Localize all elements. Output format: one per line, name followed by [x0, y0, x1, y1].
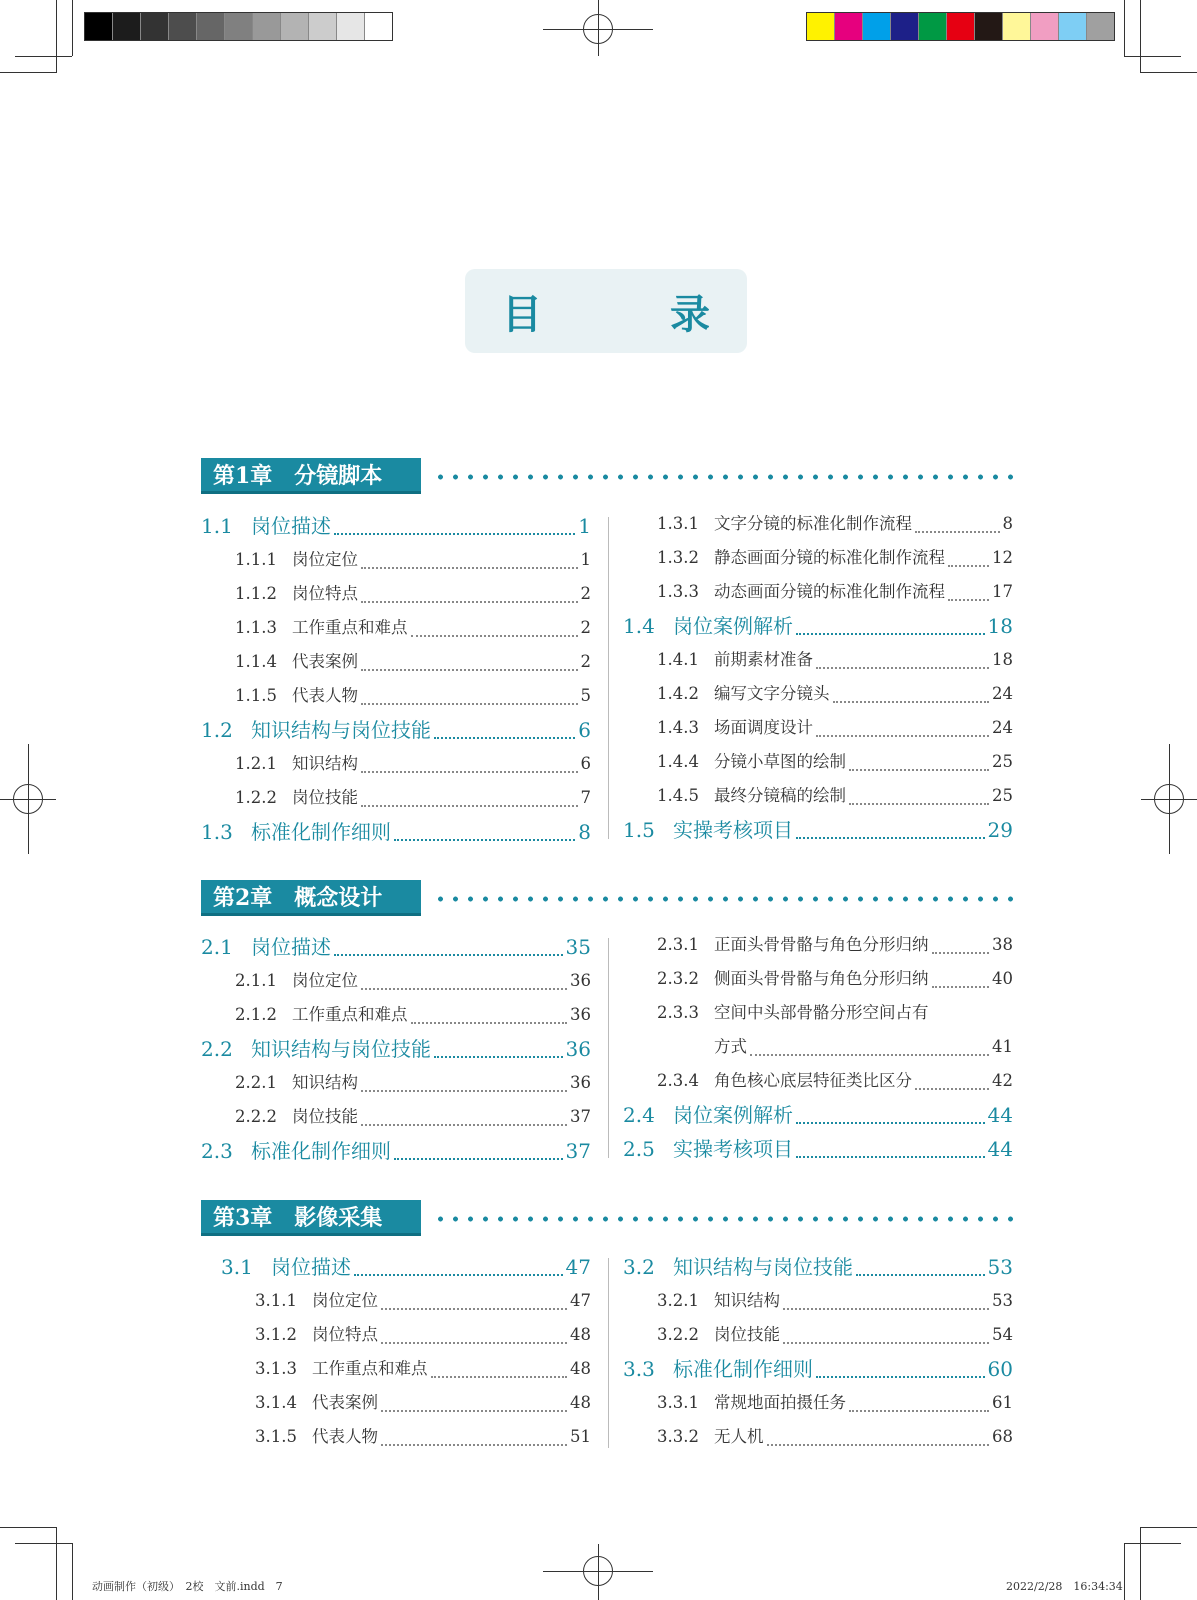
- toc-section-entry[interactable]: [623, 1098, 1013, 1132]
- entry-title: 方式: [714, 1037, 747, 1056]
- color-swatch: [141, 13, 169, 40]
- toc-subsection-entry[interactable]: [201, 781, 591, 815]
- dot-leader: [767, 1443, 990, 1446]
- entry-title: 岗位描述: [251, 514, 331, 538]
- entry-number: 2.1: [201, 935, 233, 959]
- entry-page-number: 41: [992, 1037, 1013, 1056]
- dot-leader: [361, 566, 578, 569]
- toc-section-entry[interactable]: [201, 930, 591, 964]
- entry-title: 代表人物: [292, 686, 358, 705]
- entry-page-number: 40: [992, 969, 1013, 988]
- entry-number: 1.1.3: [235, 618, 277, 637]
- entry-number: 3.2: [623, 1255, 655, 1279]
- toc-section-entry[interactable]: [623, 1352, 1013, 1386]
- entry-page-number: 24: [992, 718, 1013, 737]
- dot-leader: [932, 985, 990, 988]
- entry-page-number: 1: [578, 514, 591, 538]
- dot-leader: [381, 1307, 567, 1310]
- entry-page-number: 36: [570, 971, 591, 990]
- entry-number: 1.1: [201, 514, 233, 538]
- crop-mark: [15, 56, 72, 57]
- toc-subsection-entry[interactable]: [201, 1100, 591, 1134]
- toc-subsection-entry[interactable]: [201, 998, 591, 1032]
- entry-title: 无人机: [714, 1427, 764, 1446]
- chapter-dot-leader: [433, 1216, 1013, 1222]
- entry-number: 1.4.2: [657, 684, 699, 703]
- toc-section-entry[interactable]: [201, 815, 591, 849]
- chapter-3-right-column: [623, 1250, 1013, 1454]
- entry-number: 2.1.2: [235, 1005, 277, 1024]
- entry-title: 岗位案例解析: [673, 614, 793, 638]
- toc-subsection-entry[interactable]: [623, 996, 1013, 1030]
- entry-title: 岗位特点: [292, 584, 358, 603]
- dot-leader: [816, 734, 989, 737]
- entry-number: 1.2.1: [235, 754, 277, 773]
- entry-page-number: 18: [992, 650, 1013, 669]
- entry-number: 1.1.4: [235, 652, 277, 671]
- entry-number: 2.3.1: [657, 935, 699, 954]
- dot-leader: [361, 987, 567, 990]
- entry-title: 知识结构与岗位技能: [673, 1255, 853, 1279]
- entry-page-number: 5: [580, 686, 591, 705]
- color-swatch: [253, 13, 281, 40]
- entry-page-number: 42: [992, 1071, 1013, 1090]
- entry-number: 2.4: [623, 1103, 655, 1127]
- crop-mark: [1140, 0, 1141, 73]
- dot-leader: [361, 1089, 567, 1092]
- entry-page-number: 8: [578, 820, 591, 844]
- column-divider: [608, 938, 609, 1158]
- toc-subsection-entry[interactable]: [201, 611, 591, 645]
- dot-leader: [796, 632, 985, 635]
- entry-page-number: 36: [570, 1073, 591, 1092]
- toc-title-badge: [465, 269, 754, 353]
- entry-page-number: 35: [565, 935, 591, 959]
- dot-leader: [783, 1307, 989, 1310]
- entry-number: 1.4: [623, 614, 655, 638]
- crop-mark: [72, 1543, 73, 1600]
- toc-subsection-entry[interactable]: [623, 1420, 1013, 1454]
- entry-page-number: 29: [987, 818, 1013, 842]
- entry-page-number: 2: [580, 652, 591, 671]
- color-swatch: [169, 13, 197, 40]
- entry-title: 最终分镜稿的绘制: [714, 786, 846, 805]
- entry-number: 2.3: [201, 1139, 233, 1163]
- color-swatch: [975, 13, 1003, 40]
- entry-number: 2.5: [623, 1137, 655, 1161]
- entry-title: 工作重点和难点: [292, 1005, 408, 1024]
- entry-title: 编写文字分镜头: [714, 684, 830, 703]
- entry-page-number: 37: [570, 1107, 591, 1126]
- entry-number: 1.5: [623, 818, 655, 842]
- chapter-3-left-column: [221, 1250, 591, 1454]
- dot-leader: [932, 951, 990, 954]
- entry-number: 1.4.5: [657, 786, 699, 805]
- entry-title: 动态画面分镜的标准化制作流程: [714, 582, 945, 601]
- dot-leader: [354, 1273, 563, 1276]
- toc-subsection-entry[interactable]: [201, 679, 591, 713]
- color-swatch: [863, 13, 891, 40]
- entry-title: 静态画面分镜的标准化制作流程: [714, 548, 945, 567]
- entry-title: 岗位定位: [312, 1291, 378, 1310]
- dot-leader: [361, 770, 578, 773]
- dot-leader: [849, 1409, 989, 1412]
- entry-title: 知识结构: [292, 1073, 358, 1092]
- color-swatch: [85, 13, 113, 40]
- entry-title: 代表人物: [312, 1427, 378, 1446]
- color-swatch: [365, 13, 392, 40]
- entry-page-number: 25: [992, 752, 1013, 771]
- entry-number: 1.3.1: [657, 514, 699, 533]
- toc-subsection-entry[interactable]: [221, 1284, 591, 1318]
- color-swatch: [1087, 13, 1114, 40]
- color-swatch: [113, 13, 141, 40]
- dot-leader: [411, 634, 578, 637]
- chapter-1-banner: [201, 458, 1013, 494]
- dot-leader: [796, 1155, 985, 1158]
- dot-leader: [796, 1121, 985, 1124]
- entry-title: 标准化制作细则: [251, 1139, 391, 1163]
- entry-page-number: 53: [992, 1291, 1013, 1310]
- entry-page-number: 51: [570, 1427, 591, 1446]
- column-divider: [608, 517, 609, 839]
- toc-subsection-entry[interactable]: [221, 1420, 591, 1454]
- entry-number: 2.1.1: [235, 971, 277, 990]
- toc-subsection-entry[interactable]: [201, 577, 591, 611]
- entry-number: 3.1.1: [255, 1291, 297, 1310]
- entry-number: 3.1.5: [255, 1427, 297, 1446]
- entry-number: 3.1.3: [255, 1359, 297, 1378]
- chapter-2-left-column: [201, 930, 591, 1168]
- entry-title: 代表案例: [292, 652, 358, 671]
- entry-number: 3.3.1: [657, 1393, 699, 1412]
- entry-title: 知识结构: [714, 1291, 780, 1310]
- entry-page-number: 24: [992, 684, 1013, 703]
- print-slug-right: 2022/2/28 16:34:34: [1006, 1580, 1123, 1593]
- entry-page-number: 47: [565, 1255, 591, 1279]
- chapter-title: 第3章 影像采集: [201, 1200, 421, 1236]
- entry-number: 3.1.4: [255, 1393, 297, 1412]
- toc-subsection-entry[interactable]: [623, 575, 1013, 609]
- entry-title: 知识结构与岗位技能: [251, 1037, 431, 1061]
- entry-page-number: 54: [992, 1325, 1013, 1344]
- color-swatch: [337, 13, 365, 40]
- entry-number: 1.1.5: [235, 686, 277, 705]
- entry-title: 常规地面拍摄任务: [714, 1393, 846, 1412]
- chapter-dot-leader: [433, 474, 1013, 480]
- grayscale-calibration-bar: [84, 12, 393, 41]
- crop-mark: [0, 1527, 56, 1528]
- toc-subsection-entry[interactable]: [201, 645, 591, 679]
- toc-subsection-entry[interactable]: [623, 1284, 1013, 1318]
- entry-title: 实操考核项目: [673, 1137, 793, 1161]
- toc-subsection-entry[interactable]: [623, 928, 1013, 962]
- entry-page-number: 25: [992, 786, 1013, 805]
- entry-title: 前期素材准备: [714, 650, 813, 669]
- dot-leader: [783, 1341, 989, 1344]
- entry-title: 空间中头部骨骼分形空间占有: [714, 1003, 929, 1022]
- entry-title: 标准化制作细则: [673, 1357, 813, 1381]
- chapter-1-left-column: [201, 509, 591, 849]
- crop-mark: [1140, 1527, 1141, 1600]
- entry-title: 文字分镜的标准化制作流程: [714, 514, 912, 533]
- entry-page-number: 2: [580, 584, 591, 603]
- entry-number: 1.2.2: [235, 788, 277, 807]
- toc-subsection-entry[interactable]: [623, 962, 1013, 996]
- entry-number: 2.2: [201, 1037, 233, 1061]
- dot-leader: [915, 530, 1000, 533]
- color-swatch: [891, 13, 919, 40]
- entry-page-number: 36: [565, 1037, 591, 1061]
- dot-leader: [361, 600, 578, 603]
- entry-page-number: 48: [570, 1325, 591, 1344]
- crop-mark: [72, 0, 73, 56]
- color-swatch: [1059, 13, 1087, 40]
- entry-page-number: 47: [570, 1291, 591, 1310]
- crop-mark: [1124, 0, 1125, 56]
- dot-leader: [849, 802, 989, 805]
- toc-subsection-entry[interactable]: [623, 1318, 1013, 1352]
- dot-leader: [394, 1157, 563, 1160]
- toc-subsection-entry[interactable]: [623, 507, 1013, 541]
- entry-number: 3.3: [623, 1357, 655, 1381]
- color-swatch: [197, 13, 225, 40]
- dot-leader: [948, 598, 989, 601]
- toc-section-entry[interactable]: [623, 813, 1013, 847]
- entry-number: 3.3.2: [657, 1427, 699, 1446]
- entry-number: 3.2.1: [657, 1291, 699, 1310]
- entry-number: 1.4.1: [657, 650, 699, 669]
- entry-page-number: 6: [580, 754, 591, 773]
- crop-mark: [56, 1527, 57, 1600]
- crop-mark: [1124, 56, 1181, 57]
- entry-number: 3.2.2: [657, 1325, 699, 1344]
- dot-leader: [334, 532, 575, 535]
- toc-subsection-entry[interactable]: [201, 543, 591, 577]
- entry-title: 岗位特点: [312, 1325, 378, 1344]
- color-swatch: [225, 13, 253, 40]
- toc-section-entry[interactable]: [623, 609, 1013, 643]
- dot-leader: [434, 1055, 563, 1058]
- dot-leader: [411, 1021, 568, 1024]
- crop-mark: [1140, 72, 1197, 73]
- entry-page-number: 44: [987, 1137, 1013, 1161]
- entry-title: 正面头骨骨骼与角色分形归纳: [714, 935, 929, 954]
- entry-page-number: 36: [570, 1005, 591, 1024]
- entry-title: 代表案例: [312, 1393, 378, 1412]
- entry-number: 1.2: [201, 718, 233, 742]
- toc-subsection-entry[interactable]: [623, 711, 1013, 745]
- entry-title: 标准化制作细则: [251, 820, 391, 844]
- toc-subsection-entry[interactable]: [623, 745, 1013, 779]
- crop-mark: [0, 72, 56, 73]
- toc-subsection-entry[interactable]: [201, 1066, 591, 1100]
- entry-number: 2.2.2: [235, 1107, 277, 1126]
- entry-page-number: 17: [992, 582, 1013, 601]
- entry-title: 角色核心底层特征类比区分: [714, 1071, 912, 1090]
- entry-page-number: 8: [1002, 514, 1013, 533]
- chapter-dot-leader: [433, 896, 1013, 902]
- color-swatch: [281, 13, 309, 40]
- entry-number: 2.2.1: [235, 1073, 277, 1092]
- entry-number: 2.3.4: [657, 1071, 699, 1090]
- dot-leader: [381, 1341, 567, 1344]
- entry-page-number: 48: [570, 1359, 591, 1378]
- entry-page-number: 1: [580, 550, 591, 569]
- entry-page-number: 53: [987, 1255, 1013, 1279]
- toc-subsection-entry[interactable]: [623, 779, 1013, 813]
- toc-subsection-entry[interactable]: [623, 643, 1013, 677]
- entry-number: 1.3.2: [657, 548, 699, 567]
- dot-leader: [361, 668, 578, 671]
- entry-title: 岗位技能: [292, 1107, 358, 1126]
- print-slug-left: 动画制作（初级） 2校 文前.indd 7: [92, 1580, 283, 1593]
- toc-subsection-entry[interactable]: [623, 1386, 1013, 1420]
- entry-number: 1.4.3: [657, 718, 699, 737]
- chapter-title: 第2章 概念设计: [201, 880, 421, 916]
- dot-leader: [394, 838, 575, 841]
- entry-page-number: 2: [580, 618, 591, 637]
- entry-number: 3.1.2: [255, 1325, 297, 1344]
- entry-title: 知识结构: [292, 754, 358, 773]
- entry-title: 知识结构与岗位技能: [251, 718, 431, 742]
- color-swatch: [807, 13, 835, 40]
- dot-leader: [915, 1087, 989, 1090]
- toc-subsection-entry[interactable]: [221, 1386, 591, 1420]
- dot-leader: [361, 1123, 567, 1126]
- entry-page-number: 6: [578, 718, 591, 742]
- color-swatch: [309, 13, 337, 40]
- toc-subsection-entry[interactable]: [623, 677, 1013, 711]
- entry-page-number: 44: [987, 1103, 1013, 1127]
- entry-title: 实操考核项目: [673, 818, 793, 842]
- entry-page-number: 48: [570, 1393, 591, 1412]
- entry-page-number: 12: [992, 548, 1013, 567]
- entry-number: 2.3.3: [657, 1003, 699, 1022]
- crop-mark: [56, 0, 57, 73]
- entry-number: 3.1: [221, 1255, 253, 1279]
- dot-leader: [796, 836, 985, 839]
- dot-leader: [750, 1053, 989, 1056]
- entry-title: 场面调度设计: [714, 718, 813, 737]
- entry-page-number: 18: [987, 614, 1013, 638]
- color-swatch: [947, 13, 975, 40]
- entry-title: 岗位案例解析: [673, 1103, 793, 1127]
- crop-mark: [15, 1543, 72, 1544]
- dot-leader: [434, 736, 575, 739]
- chapter-2-banner: [201, 880, 1013, 916]
- chapter-3-banner: [201, 1200, 1013, 1236]
- toc-subsection-entry[interactable]: [623, 541, 1013, 575]
- entry-title: 岗位技能: [292, 788, 358, 807]
- entry-title: 岗位技能: [714, 1325, 780, 1344]
- entry-title: 岗位描述: [251, 935, 331, 959]
- toc-section-entry[interactable]: [201, 1134, 591, 1168]
- color-swatch: [1031, 13, 1059, 40]
- entry-page-number: 37: [565, 1139, 591, 1163]
- toc-section-entry[interactable]: [201, 1032, 591, 1066]
- dot-leader: [816, 666, 989, 669]
- entry-number: 1.1.1: [235, 550, 277, 569]
- chapter-1-right-column: [623, 507, 1013, 847]
- page-title: 目 录: [502, 291, 754, 338]
- dot-leader: [849, 768, 989, 771]
- entry-title: 岗位定位: [292, 550, 358, 569]
- dot-leader: [431, 1375, 568, 1378]
- dot-leader: [334, 953, 563, 956]
- entry-number: 1.4.4: [657, 752, 699, 771]
- dot-leader: [833, 700, 990, 703]
- color-calibration-bar: [806, 12, 1115, 41]
- toc-subsection-entry[interactable]: [201, 964, 591, 998]
- dot-leader: [381, 1443, 567, 1446]
- toc-section-entry[interactable]: [201, 509, 591, 543]
- dot-leader: [361, 804, 578, 807]
- toc-section-entry[interactable]: [623, 1132, 1013, 1166]
- toc-section-entry[interactable]: [201, 713, 591, 747]
- entry-page-number: 7: [580, 788, 591, 807]
- dot-leader: [856, 1273, 985, 1276]
- entry-title: 岗位定位: [292, 971, 358, 990]
- entry-title: 侧面头骨骨骼与角色分形归纳: [714, 969, 929, 988]
- entry-page-number: 38: [992, 935, 1013, 954]
- dot-leader: [361, 702, 578, 705]
- dot-leader: [948, 564, 989, 567]
- chapter-title: 第1章 分镜脚本: [201, 458, 421, 494]
- entry-page-number: 68: [992, 1427, 1013, 1446]
- toc-subsection-entry[interactable]: [201, 747, 591, 781]
- color-swatch: [919, 13, 947, 40]
- toc-section-entry[interactable]: [623, 1250, 1013, 1284]
- entry-page-number: 61: [992, 1393, 1013, 1412]
- column-divider: [608, 1258, 609, 1448]
- entry-page-number: 60: [987, 1357, 1013, 1381]
- color-swatch: [835, 13, 863, 40]
- entry-number: 1.1.2: [235, 584, 277, 603]
- toc-subsection-entry[interactable]: [623, 1030, 1013, 1064]
- crop-mark: [1140, 1527, 1197, 1528]
- toc-section-entry[interactable]: [221, 1250, 591, 1284]
- crop-mark: [1124, 1543, 1125, 1600]
- entry-number: 2.3.2: [657, 969, 699, 988]
- chapter-2-right-column: [623, 928, 1013, 1166]
- entry-title: 岗位描述: [271, 1255, 351, 1279]
- dot-leader: [381, 1409, 567, 1412]
- entry-title: 工作重点和难点: [292, 618, 408, 637]
- entry-title: 工作重点和难点: [312, 1359, 428, 1378]
- toc-subsection-entry[interactable]: [221, 1318, 591, 1352]
- dot-leader: [816, 1375, 985, 1378]
- color-swatch: [1003, 13, 1031, 40]
- crop-mark: [1124, 1543, 1181, 1544]
- entry-title: 分镜小草图的绘制: [714, 752, 846, 771]
- toc-subsection-entry[interactable]: [221, 1352, 591, 1386]
- toc-subsection-entry[interactable]: [623, 1064, 1013, 1098]
- entry-number: 1.3: [201, 820, 233, 844]
- entry-number: 1.3.3: [657, 582, 699, 601]
